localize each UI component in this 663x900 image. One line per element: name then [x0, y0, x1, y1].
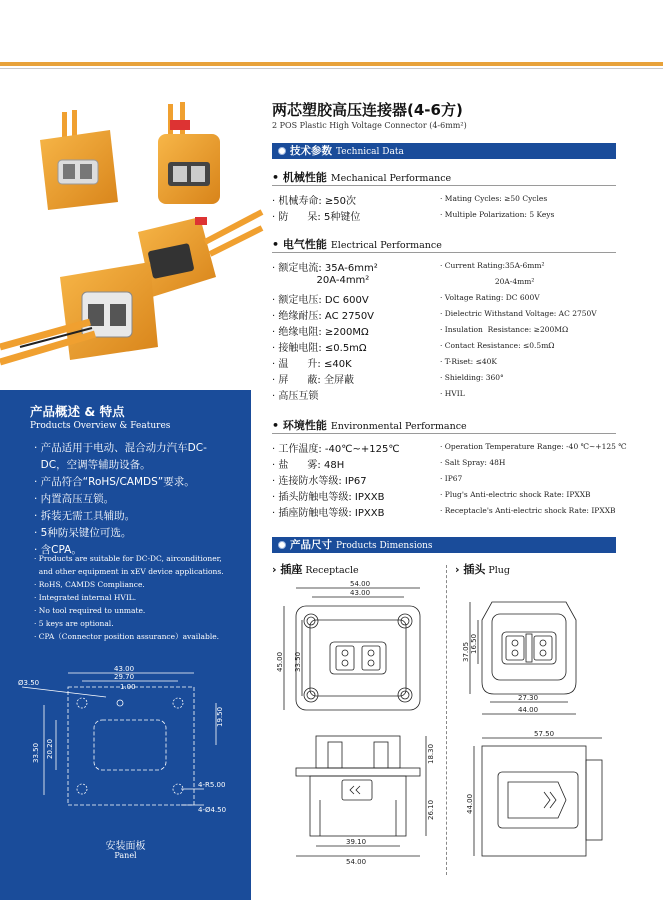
spec-row-en: · Receptacle's Anti-electric shock Rate: IPXXB	[440, 506, 616, 515]
connector-image-1	[40, 110, 118, 210]
panel-dim-3350: 33.50	[32, 742, 40, 763]
plug-heading: › 插头 Plug	[455, 563, 511, 576]
spec-row-cn: · 防 呆: 5种键位	[272, 212, 361, 223]
list-item: DC，空调等辅助设备。	[34, 459, 151, 471]
spec-row-cn: · 绝缘电阻: ≥200MΩ	[272, 327, 369, 338]
spec-row-en: · Contact Resistance: ≤0.5mΩ	[440, 341, 555, 350]
panel-caption-en: Panel	[114, 851, 137, 860]
plug-dim-t2: 44.00	[466, 793, 474, 814]
spec-row-cn: · 接触电阻: ≤0.5mΩ	[272, 343, 367, 354]
list-item: · 含CPA。	[34, 544, 82, 556]
recep-dim-b2: 54.00	[346, 858, 367, 866]
technical-bar-cn: 技术参数	[290, 145, 332, 157]
recep-dim-s2: 26.10	[427, 799, 435, 820]
overview-title-en: Products Overview & Features	[30, 421, 171, 431]
spec-row-cn: · 机械寿命: ≥50次	[272, 196, 357, 207]
product-photo	[0, 92, 262, 392]
list-item: · 5 keys are optional.	[34, 619, 114, 628]
panel-dim-43: 43.00	[114, 665, 135, 673]
plug-cn: 插头	[463, 563, 486, 576]
environmental-cn: 环境性能	[282, 419, 327, 432]
bullet-icon	[278, 541, 286, 549]
recep-dim-b1: 39.10	[346, 838, 367, 846]
top-accent-rule	[0, 62, 663, 66]
list-item: · Integrated internal HVIL.	[34, 593, 137, 602]
connector-image-4	[0, 262, 158, 362]
connector-image-3	[138, 212, 262, 297]
list-item: · Products are suitable for DC-DC, airconditioner,	[34, 554, 222, 563]
spec-row-en: · IP67	[440, 474, 463, 483]
dimensions-bar-en: Products Dimensions	[336, 541, 433, 551]
page-title: 两芯塑胶高压连接器(4-6方)	[272, 101, 463, 119]
list-item: · CPA（Connector position assurance）available.	[34, 632, 220, 641]
spec-row-cn: · 高压互锁	[272, 391, 319, 402]
list-item: · 拆装无需工具辅助。	[34, 510, 136, 522]
list-item: · 内置高压互锁。	[34, 493, 115, 505]
panel-dim-r5: 4-R5.00	[198, 781, 226, 789]
recep-dim-h1: 45.00	[276, 651, 284, 672]
plug-dim-h2: 16.50	[470, 633, 478, 654]
overview-cn-list	[34, 440, 244, 559]
spec-row-cn: · 插座防触电等级: IPXXB	[272, 508, 385, 519]
recep-dim-w1: 54.00	[350, 580, 371, 588]
electrical-rule	[272, 252, 616, 253]
spec-row-en: · Shielding: 360°	[440, 373, 504, 382]
list-item: · RoHS, CAMDS Compliance.	[34, 580, 145, 589]
list-item: · 产品适用于电动、混合动力汽车DC-	[34, 442, 207, 454]
spec-row-cn: 20A-4mm²	[272, 275, 370, 286]
spec-row-en: · HVIL	[440, 389, 465, 398]
spec-row-cn: · 屏 蔽: 全屏蔽	[272, 375, 354, 386]
receptacle-cn: 插座	[280, 563, 303, 576]
spec-row-cn: · 绝缘耐压: AC 2750V	[272, 311, 375, 322]
receptacle-side-drawing	[280, 730, 440, 865]
plug-dim-w1: 27.30	[518, 694, 539, 702]
spec-row-en: 20A-4mm²	[440, 277, 535, 286]
plug-dim-h1: 37.05	[462, 641, 470, 662]
spec-row-cn: · 盐 雾: 48H	[272, 460, 345, 471]
dimensions-bar	[272, 537, 616, 553]
spec-row-en: · Insulation Resistance: ≥200MΩ	[440, 325, 569, 334]
list-item: · 5种防呆键位可选。	[34, 527, 132, 539]
panel-dim-1950: 19.50	[216, 706, 224, 727]
spec-row-en: · Dielectric Withstand Voltage: AC 2750V	[440, 309, 597, 318]
technical-bar-en: Technical Data	[336, 147, 404, 157]
overview-panel	[0, 390, 251, 900]
environmental-rule	[272, 433, 616, 434]
list-item: and other equipment in xEV device applications.	[34, 567, 224, 576]
electrical-cn: 电气性能	[282, 238, 327, 251]
panel-dim-hole: Ø3.50	[18, 679, 40, 687]
spec-row-en: · Salt Spray: 48H	[440, 458, 506, 467]
spec-row-cn: · 温 升: ≤40K	[272, 359, 352, 370]
overview-title-cn: 产品概述 & 特点	[30, 404, 125, 419]
overview-header	[30, 402, 170, 431]
spec-row-cn: · 额定电压: DC 600V	[272, 295, 369, 306]
spec-row-en: · Voltage Rating: DC 600V	[440, 293, 540, 302]
environmental-heading: • 环境性能 Environmental Performance	[272, 419, 467, 432]
plug-dim-t1: 57.50	[534, 730, 555, 738]
receptacle-en: Receptacle	[305, 565, 359, 576]
spec-row-cn: · 工作温度: -40℃~+125℃	[272, 444, 400, 455]
spec-row-en: · Operation Temperature Range: -40 ℃~+125 ℃	[440, 442, 627, 451]
column-divider	[446, 565, 447, 875]
environmental-en: Environmental Performance	[330, 421, 467, 432]
mechanical-en: Mechanical Performance	[330, 173, 452, 184]
panel-dim-2970: 29.70	[114, 673, 135, 681]
mechanical-cn: 机械性能	[282, 171, 327, 184]
spec-row-en: · Plug's Anti-electric shock Rate: IPXXB	[440, 490, 591, 499]
page-subtitle: 2 POS Plastic High Voltage Connector (4-6mm²)	[272, 121, 467, 130]
receptacle-heading: › 插座 Receptacle	[272, 563, 359, 576]
recep-dim-s1: 18.30	[427, 743, 435, 764]
spec-row-cn: · 连接防水等级: IP67	[272, 476, 367, 487]
overview-en-list	[34, 552, 244, 643]
panel-dim-100: 1.00	[120, 683, 136, 691]
plug-side-drawing	[462, 730, 612, 870]
spec-row-en: · T-Riset: ≤40K	[440, 357, 498, 366]
electrical-en: Electrical Performance	[330, 240, 442, 251]
technical-data-bar	[272, 143, 616, 159]
spec-row-en: · Mating Cycles: ≥50 Cycles	[440, 194, 548, 203]
plug-front-drawing	[462, 590, 612, 720]
recep-dim-w2: 43.00	[350, 589, 371, 597]
plug-dim-w2: 44.00	[518, 706, 539, 714]
spec-row-en: · Current Rating:35A-6mm²	[440, 261, 545, 270]
list-item: · No tool required to unmate.	[34, 606, 146, 615]
top-grey-rule	[0, 68, 663, 69]
bullet-icon	[278, 147, 286, 155]
panel-caption-cn: 安装面板	[105, 841, 146, 852]
panel-dim-2020: 20.20	[46, 738, 54, 759]
plug-en: Plug	[488, 565, 511, 576]
mechanical-rule	[272, 185, 616, 186]
receptacle-front-drawing	[276, 580, 440, 715]
connector-image-2	[158, 102, 220, 204]
spec-row-cn: · 额定电流: 35A-6mm²	[272, 263, 378, 274]
electrical-heading: • 电气性能 Electrical Performance	[272, 238, 442, 251]
list-item: · 产品符合“RoHS/CAMDS”要求。	[34, 476, 195, 488]
panel-dim-d45: 4-Ø4.50	[198, 806, 227, 814]
spec-row-cn: · 插头防触电等级: IPXXB	[272, 492, 385, 503]
dimensions-bar-cn: 产品尺寸	[290, 539, 332, 551]
mechanical-heading: • 机械性能 Mechanical Performance	[272, 171, 452, 184]
spec-row-en: · Multiple Polarization: 5 Keys	[440, 210, 555, 219]
panel-drawing	[16, 665, 244, 835]
recep-dim-h2: 33.50	[294, 651, 302, 672]
